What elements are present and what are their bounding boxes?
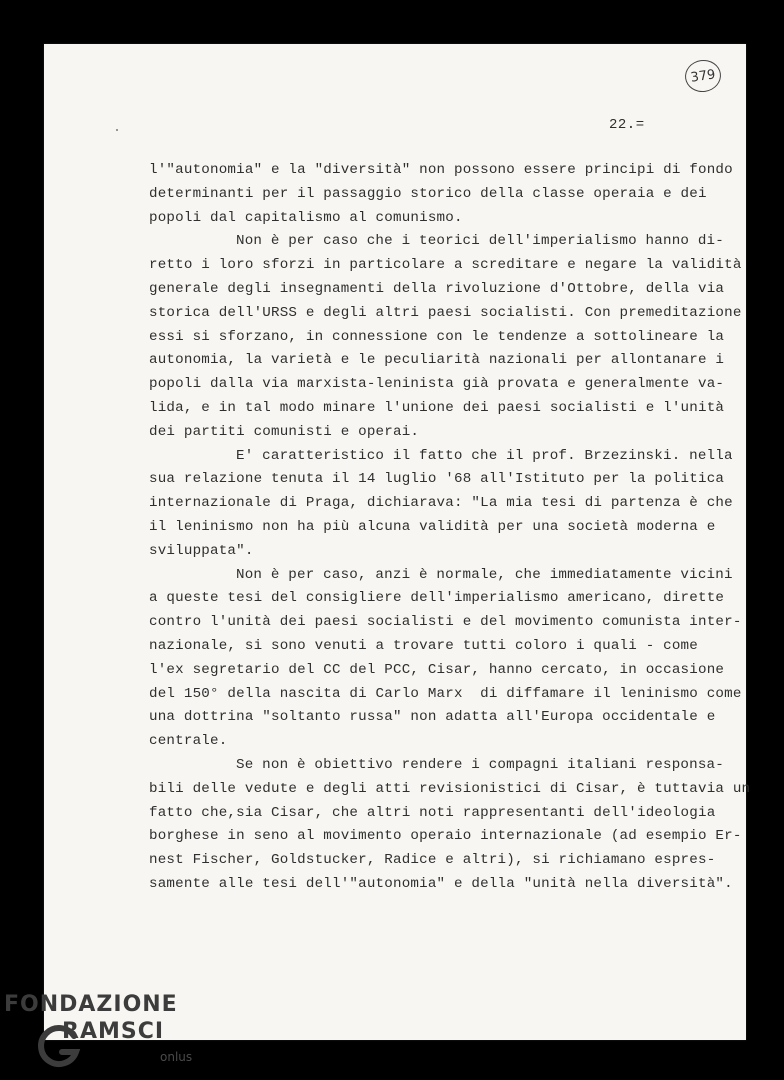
foundation-logo <box>4 992 204 1074</box>
text-line: retto i loro sforzi in particolare a screditare e negare la validità <box>149 257 742 274</box>
text-line: fatto che,sia Cisar, che altri noti rappresentanti dell'ideologia <box>149 804 716 821</box>
text-line: a queste tesi del consigliere dell'imperialismo americano, dirette <box>149 590 725 607</box>
archive-stamp: 379 <box>683 58 723 95</box>
text-line: l'ex segretario del CC del PCC, Cisar, hanno cercato, in occasione <box>149 661 725 678</box>
text-line: il leninismo non ha più alcuna validità per una società moderna e <box>149 518 716 535</box>
text-line: Non è per caso che i teorici dell'imperialismo hanno di- <box>236 233 724 250</box>
text-line: nazionale, si sono venuti a trovare tutti coloro i quali - come <box>149 637 698 654</box>
text-line: contro l'unità dei paesi socialisti e del movimento comunista inter- <box>149 614 742 631</box>
text-line: autonomia, la varietà e le peculiarità nazionali per allontanare i <box>149 352 725 369</box>
text-line: popoli dal capitalismo al comunismo. <box>149 209 463 226</box>
text-line: samente alle tesi dell'"autonomia" e della "unità nella diversità". <box>149 875 733 892</box>
text-line: nest Fischer, Goldstucker, Radice e altri), si richiamano espres- <box>149 852 716 869</box>
paragraph <box>149 159 733 230</box>
page-number: 22.= <box>609 117 645 133</box>
body-text <box>149 159 751 897</box>
paragraph <box>149 754 751 897</box>
text-line: centrale. <box>149 733 228 750</box>
paragraph <box>149 230 742 444</box>
text-line: Se non è obiettivo rendere i compagni italiani responsa- <box>236 756 724 773</box>
document-page <box>44 44 751 1040</box>
text-line: generale degli insegnamenti della rivoluzione d'Ottobre, della via <box>149 280 725 297</box>
text-line: sviluppata". <box>149 542 254 559</box>
text-line: internazionale di Praga, dichiarava: "La mia tesi di partenza è che <box>149 495 733 512</box>
text-line: lida, e in tal modo minare l'unione dei paesi socialisti e l'unità <box>149 399 725 416</box>
text-line: borghese in seno al movimento operaio internazionale (ad esempio Er- <box>149 828 742 845</box>
logo-title-second: RAMSCI <box>62 1019 165 1044</box>
text-line: bili delle vedute e degli atti revisionistici di Cisar, è tuttavia un <box>149 780 751 797</box>
text-line: dei partiti comunisti e operai. <box>149 423 420 440</box>
paragraph <box>149 564 742 754</box>
text-line: essi si sforzano, in connessione con le tendenze a sottolineare la <box>149 328 725 345</box>
text-line: E' caratteristico il fatto che il prof. Brzezinski. nella <box>236 447 733 464</box>
text-line: l'"autonomia" e la "diversità" non possono essere principi di fondo <box>149 162 733 178</box>
logo-subtitle: onlus <box>160 1050 193 1064</box>
text-line: Non è per caso, anzi è normale, che immediatamente vicini <box>236 566 733 583</box>
text-line: una dottrina "soltanto russa" non adatta all'Europa occidentale e <box>149 709 716 726</box>
logo-title: FONDAZIONE <box>4 992 178 1017</box>
punch-mark <box>116 129 118 131</box>
text-line: sua relazione tenuta il 14 luglio '68 all'Istituto per la politica <box>149 471 725 488</box>
text-line: popoli dalla via marxista-leninista già provata e generalmente va- <box>149 376 725 393</box>
text-line: determinanti per il passaggio storico della classe operaia e dei <box>149 185 707 202</box>
text-line: storica dell'URSS e degli altri paesi socialisti. Con premeditazione <box>149 304 742 321</box>
text-line: del 150° della nascita di Carlo Marx di diffamare il leninismo come <box>149 685 742 702</box>
paragraph <box>149 445 733 564</box>
